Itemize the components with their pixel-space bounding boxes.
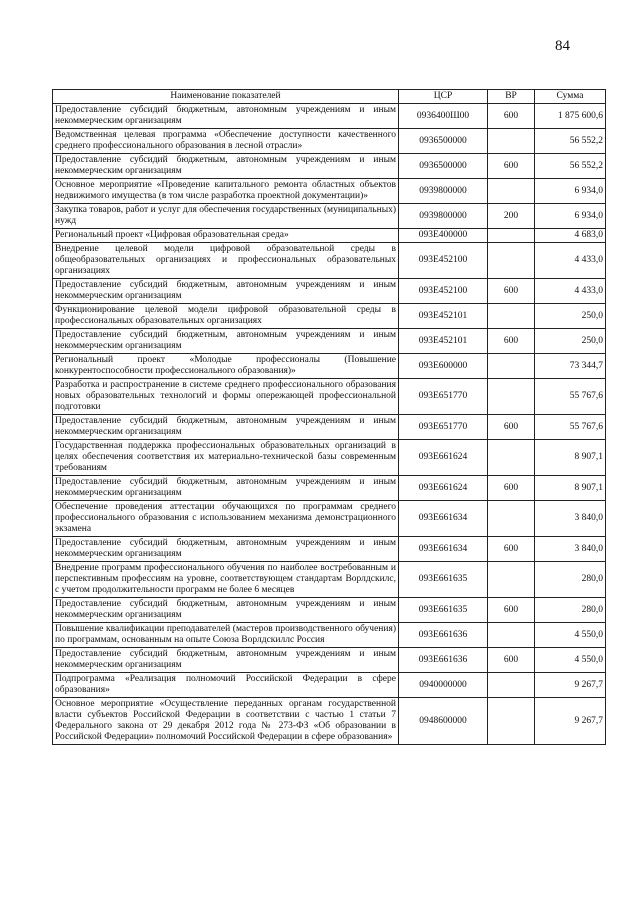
cell-sum: 280,0 [535,562,606,598]
cell-vr: 600 [488,279,535,304]
cell-csr: 093E661635 [399,598,488,623]
cell-sum: 250,0 [535,329,606,354]
cell-sum: 55 767,6 [535,379,606,415]
cell-csr: 093E661636 [399,623,488,648]
cell-csr: 0939800000 [399,204,488,229]
page-number: 84 [555,38,570,54]
cell-sum: 9 267,7 [535,698,606,745]
cell-name: Функционирование целевой модели цифровой образовательной среды в профессиональных образовательных организациях [53,304,399,329]
cell-name: Обеспечение проведения аттестации обучающихся по программам среднего профессионального образования с использованием механизма демонстрационного экзамена [53,501,399,537]
table-row [53,304,606,329]
cell-vr: 600 [488,537,535,562]
cell-sum: 9 267,7 [535,673,606,698]
table-row [53,204,606,229]
cell-vr: 600 [488,415,535,440]
cell-vr [488,623,535,648]
cell-vr [488,440,535,476]
cell-csr: 093E452101 [399,329,488,354]
table-row [53,279,606,304]
cell-vr [488,304,535,329]
cell-vr [488,129,535,154]
cell-sum: 4 433,0 [535,279,606,304]
cell-vr [488,501,535,537]
cell-sum: 4 550,0 [535,648,606,673]
cell-sum: 250,0 [535,304,606,329]
cell-csr: 093E452100 [399,243,488,279]
cell-sum: 4 683,0 [535,229,606,243]
cell-sum: 4 550,0 [535,623,606,648]
header-sum: Сумма [535,90,606,104]
budget-table [52,89,606,745]
cell-sum: 73 344,7 [535,354,606,379]
header-name: Наименование показателей [53,90,399,104]
cell-sum: 3 840,0 [535,537,606,562]
table-row [53,501,606,537]
cell-csr: 093E452100 [399,279,488,304]
cell-csr: 0939800000 [399,179,488,204]
cell-vr [488,379,535,415]
cell-name: Внедрение целевой модели цифровой образовательной среды в общеобразовательных организациях и профессиональных образовательных организациях [53,243,399,279]
cell-vr [488,229,535,243]
cell-name: Предоставление субсидий бюджетным, автономным учреждениям и иным некоммерческим организациям [53,415,399,440]
cell-sum: 56 552,2 [535,154,606,179]
cell-sum: 4 433,0 [535,243,606,279]
cell-vr [488,673,535,698]
cell-vr: 600 [488,476,535,501]
cell-name: Подпрограмма «Реализация полномочий Российской Федерации в сфере образования» [53,673,399,698]
table-row [53,623,606,648]
table-row [53,154,606,179]
cell-name: Предоставление субсидий бюджетным, автономным учреждениям и иным некоммерческим организациям [53,476,399,501]
cell-vr: 600 [488,154,535,179]
cell-sum: 8 907,1 [535,440,606,476]
table-row [53,476,606,501]
cell-vr: 600 [488,648,535,673]
cell-name: Основное мероприятие «Проведение капитального ремонта областных объектов недвижимого имущества (в том числе разработка проектной документации)» [53,179,399,204]
cell-sum: 55 767,6 [535,415,606,440]
table-row [53,329,606,354]
header-csr: ЦСР [399,90,488,104]
cell-name: Предоставление субсидий бюджетным, автономным учреждениям и иным некоммерческим организациям [53,154,399,179]
table-row [53,104,606,129]
cell-csr: 093E661624 [399,476,488,501]
table-row [53,537,606,562]
cell-csr: 093E452101 [399,304,488,329]
cell-vr [488,179,535,204]
cell-name: Предоставление субсидий бюджетным, автономным учреждениям и иным некоммерческим организациям [53,537,399,562]
cell-vr: 200 [488,204,535,229]
cell-csr: 093E651770 [399,415,488,440]
cell-csr: 0948600000 [399,698,488,745]
table-row [53,673,606,698]
table-row [53,440,606,476]
cell-csr: 093E661636 [399,648,488,673]
table-row [53,379,606,415]
cell-csr: 0940000000 [399,673,488,698]
cell-name: Предоставление субсидий бюджетным, автономным учреждениям и иным некоммерческим организациям [53,104,399,129]
cell-name: Внедрение программ профессионального обучения по наиболее востребованным и перспективным профессиям на уровне, соответствующем стандартам Ворлдскилс, с учетом продолжительности программ не более 6 месяцев [53,562,399,598]
cell-name: Предоставление субсидий бюджетным, автономным учреждениям и иным некоммерческим организациям [53,279,399,304]
cell-sum: 6 934,0 [535,179,606,204]
cell-sum: 6 934,0 [535,204,606,229]
cell-name: Региональный проект «Цифровая образовательная среда» [53,229,399,243]
cell-vr [488,243,535,279]
table-row [53,648,606,673]
table-row [53,415,606,440]
table-body [53,104,606,745]
cell-name: Предоставление субсидий бюджетным, автономным учреждениям и иным некоммерческим организациям [53,648,399,673]
cell-name: Основное мероприятие «Осуществление переданных органам государственной власти субъектов Российской Федерации в соответствии с частью 1 статьи 7 Федерального закона от 29 декабря 2012 года № 273-ФЗ «Об образовании в Российской Федерации» полномочий Российской Федерации в сфере образования» [53,698,399,745]
table-row [53,562,606,598]
table-row [53,229,606,243]
cell-vr: 600 [488,598,535,623]
cell-csr: 093E400000 [399,229,488,243]
cell-name: Разработка и распространение в системе среднего профессионального образования новых образовательных технологий и формы опережающей профессиональной подготовки [53,379,399,415]
cell-csr: 093E661634 [399,501,488,537]
table-row [53,698,606,745]
cell-vr [488,562,535,598]
cell-name: Закупка товаров, работ и услуг для обеспечения государственных (муниципальных) нужд [53,204,399,229]
cell-csr: 093E651770 [399,379,488,415]
cell-vr [488,698,535,745]
cell-csr: 093E661635 [399,562,488,598]
cell-csr: 0936500000 [399,154,488,179]
table-row [53,598,606,623]
cell-name: Ведомственная целевая программа «Обеспечение доступности качественного среднего профессионального образования в лесной отрасли» [53,129,399,154]
cell-sum: 3 840,0 [535,501,606,537]
cell-csr: 093E661624 [399,440,488,476]
cell-name: Региональный проект «Молодые профессионалы (Повышение конкурентоспособности профессионального образования)» [53,354,399,379]
cell-csr: 093E600000 [399,354,488,379]
table-header-row [53,90,606,104]
table-row [53,129,606,154]
cell-name: Предоставление субсидий бюджетным, автономным учреждениям и иным некоммерческим организациям [53,329,399,354]
cell-vr: 600 [488,104,535,129]
cell-sum: 280,0 [535,598,606,623]
header-vr: ВР [488,90,535,104]
cell-csr: 0936400Ш00 [399,104,488,129]
cell-csr: 0936500000 [399,129,488,154]
cell-csr: 093E661634 [399,537,488,562]
cell-vr: 600 [488,329,535,354]
cell-name: Повышение квалификации преподавателей (мастеров производственного обучения) по программам, основанным на опыте Союза Ворлдскиллс Россия [53,623,399,648]
cell-name: Государственная поддержка профессиональных образовательных организаций в целях обеспечения соответствия их материально-технической базы современным требованиям [53,440,399,476]
cell-sum: 56 552,2 [535,129,606,154]
table-row [53,354,606,379]
cell-sum: 1 875 600,6 [535,104,606,129]
cell-vr [488,354,535,379]
table-row [53,179,606,204]
cell-sum: 8 907,1 [535,476,606,501]
cell-name: Предоставление субсидий бюджетным, автономным учреждениям и иным некоммерческим организациям [53,598,399,623]
table-row [53,243,606,279]
